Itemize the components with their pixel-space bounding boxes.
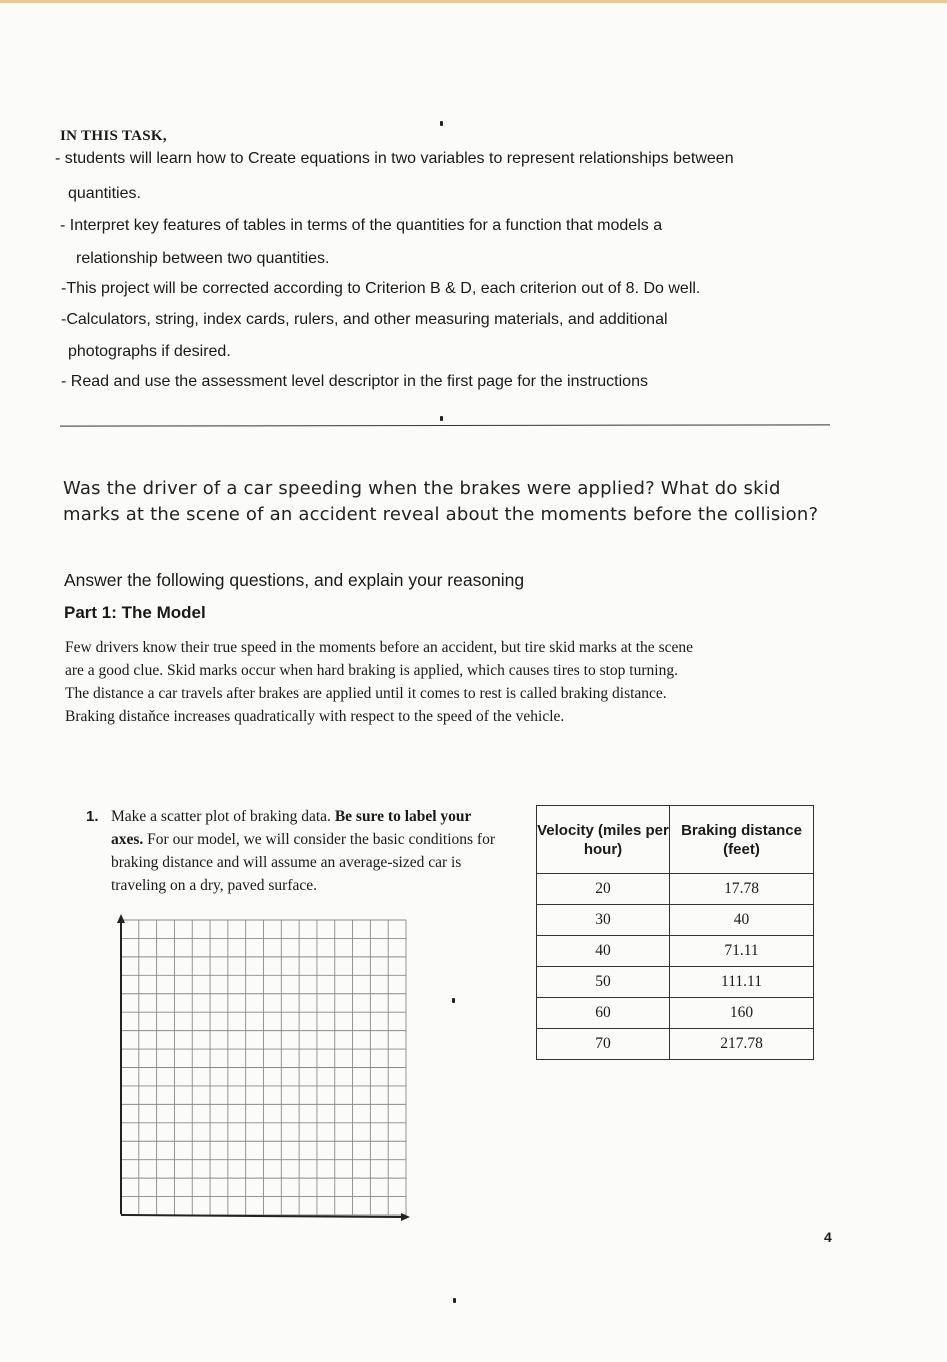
velocity-cell: 70 (537, 1029, 670, 1060)
distance-cell: 217.78 (670, 1029, 814, 1060)
table-row (537, 905, 814, 936)
task-line-1: - students will learn how to Create equations in two variables to represent relationships between (55, 150, 734, 167)
stray-mark (440, 121, 443, 126)
page-top-edge (0, 0, 947, 3)
y-axis-arrow-icon (117, 914, 125, 923)
scatter-plot-grid[interactable] (112, 912, 414, 1222)
table-row (537, 998, 814, 1029)
task-line-8: - Read and use the assessment level descriptor in the first page for the instructions (61, 373, 648, 390)
grid-lines (121, 920, 406, 1215)
table-row (537, 1029, 814, 1060)
velocity-cell: 60 (537, 998, 670, 1029)
distance-cell: 160 (670, 998, 814, 1029)
stray-mark (452, 998, 455, 1003)
x-axis-arrow-icon (401, 1213, 410, 1221)
distance-cell: 71.11 (670, 936, 814, 967)
table-header-row (537, 806, 814, 874)
question-text-end: For our model, we will consider the basic conditions for braking distance and will assume an average-sized car is traveling on a dry, paved surface. (111, 831, 495, 894)
distance-cell: 111.11 (670, 967, 814, 998)
table-row (537, 967, 814, 998)
stray-mark (453, 1298, 456, 1303)
question-text (111, 805, 501, 897)
distance-cell: 40 (670, 905, 814, 936)
velocity-cell: 40 (537, 936, 670, 967)
part-title: Part 1: The Model (64, 603, 206, 622)
question-text-start: Make a scatter plot of braking data. (111, 808, 335, 825)
braking-data-table (536, 805, 814, 1060)
question-number: 1. (86, 808, 99, 825)
task-line-3: - Interpret key features of tables in terms of the quantities for a function that models a (60, 217, 663, 234)
answer-heading: Answer the following questions, and explain your reasoning (64, 570, 525, 590)
task-line-7: photographs if desired. (68, 343, 231, 360)
distance-cell: 17.78 (670, 874, 814, 905)
task-line-2: quantities. (68, 185, 141, 202)
velocity-header: Velocity (miles per hour) (537, 806, 670, 874)
table-row (537, 874, 814, 905)
page-number: 4 (824, 1229, 832, 1245)
task-line-6: -Calculators, string, index cards, rulers, and other measuring materials, and additional (61, 311, 668, 328)
task-heading: IN THIS TASK, (60, 128, 167, 144)
velocity-cell: 50 (537, 967, 670, 998)
task-line-5: -This project will be corrected according to Criterion B & D, each criterion out of 8. Do well. (61, 280, 701, 297)
part-paragraph: Few drivers know their true speed in the moments before an accident, but tire skid marks at the scene are a good clue. Skid marks occur when hard braking is applied, which causes tires to stop turning. The distance a car travels after brakes are applied until it comes to rest is called braking distance. Braking distaňce increases quadratically with respect to the speed of the vehicle. (65, 639, 693, 725)
intro-question: Was the driver of a car speeding when the brakes were applied? What do skid marks at the scene of an accident reveal about the moments before the collision? (63, 478, 819, 525)
braking-distance-header: Braking distance (feet) (670, 806, 814, 874)
stray-mark (440, 416, 443, 421)
question-text-bold: Be sure to label your axes. (111, 808, 472, 848)
table-row (537, 936, 814, 967)
section-divider (60, 424, 830, 426)
velocity-cell: 20 (537, 874, 670, 905)
task-line-4: relationship between two quantities. (76, 250, 330, 267)
velocity-cell: 30 (537, 905, 670, 936)
